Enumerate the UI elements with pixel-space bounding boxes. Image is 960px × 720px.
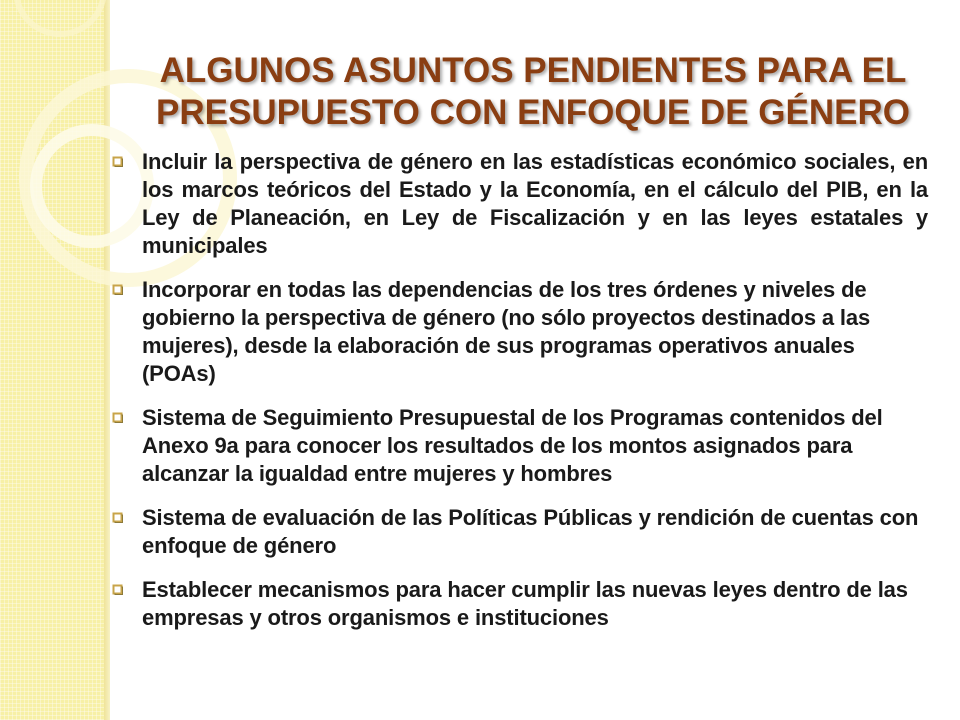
top-decor-circle (16, 0, 104, 34)
bullet-item (107, 576, 928, 632)
bullet-text: Incluir la perspectiva de género en las estadísticas económico sociales, en los marcos teóricos del Estado y la Economía, en el cálculo del PIB, en la Ley de Planeación, en Ley de Fiscalización y en las leyes estatales y municipales (142, 149, 928, 258)
hollow-square-bullet-icon (112, 156, 123, 167)
slide-title: ALGUNOS ASUNTOS PENDIENTES PARA EL PRESUPUESTO CON ENFOQUE DE GÉNERO (156, 51, 910, 132)
bullet-item (107, 504, 928, 560)
bullet-item (107, 404, 928, 488)
hollow-square-bullet-icon (112, 512, 123, 523)
bullet-text: Incorporar en todas las dependencias de los tres órdenes y niveles de gobierno la perspectiva de género (no sólo proyectos destinados a las mujeres), desde la elaboración de sus programas operativos anuales (POAs) (142, 277, 871, 386)
bullet-text: Sistema de Seguimiento Presupuestal de los Programas contenidos del Anexo 9a para conocer los resultados de los montos asignados para alcanzar la igualdad entre mujeres y hombres (142, 405, 883, 486)
hollow-square-bullet-icon (112, 412, 123, 423)
hollow-square-bullet-icon (112, 584, 123, 595)
bullet-text: Sistema de evaluación de las Políticas Públicas y rendición de cuentas con enfoque de género (142, 505, 919, 558)
bullet-list (107, 148, 928, 648)
hollow-square-bullet-icon (112, 284, 123, 295)
bullet-item (107, 276, 928, 388)
bullet-item (107, 148, 928, 260)
bullet-text: Establecer mecanismos para hacer cumplir las nuevas leyes dentro de las empresas y otros organismos e instituciones (142, 577, 908, 630)
